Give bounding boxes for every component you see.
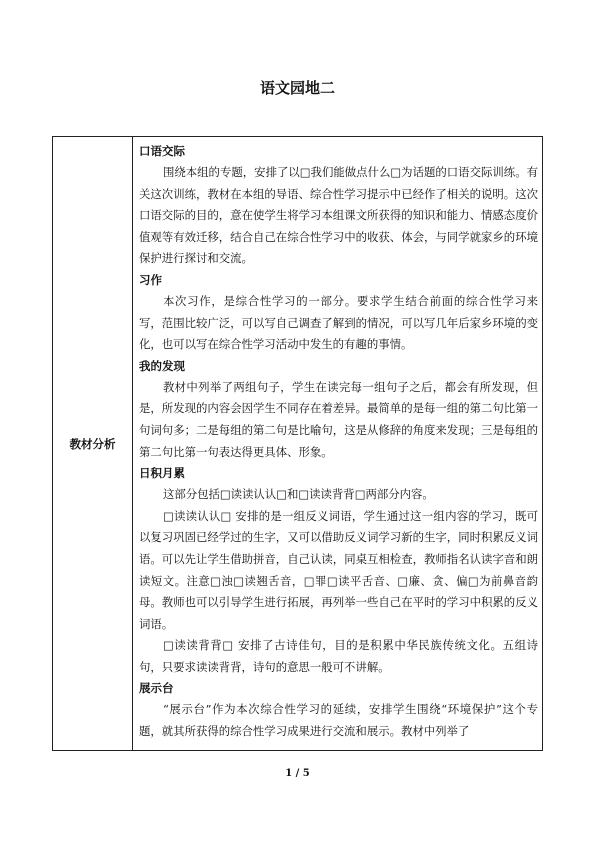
row-label-cell (53, 137, 133, 750)
section-paragraph: 这部分包括□读读认认□和□读读背背□两部分内容。 (162, 487, 434, 502)
section-my-discovery (139, 356, 538, 463)
section-paragraph: “展示台”作为本次综合性学习的延续，安排学生围绕“环境保护”这个专题，就其所获得的综合性学习成果进行交流和展示。教材中列举了 (139, 702, 538, 739)
section-writing (139, 270, 538, 356)
section-paragraph: 本次习作，是综合性学习的一部分。要求学生结合前面的综合性学习来写，范围比较广泛，可以写自己调查了解到的情况，可以写几年后家乡环境的变化，也可以写在综合性学习活动中发生的有趣的事情。 (139, 293, 538, 352)
document-title: 语文园地二 (259, 79, 335, 97)
content-cell (133, 137, 542, 750)
section-showcase (139, 678, 538, 742)
section-paragraph: □读读认认□ 安排的是一组反义词语，学生通过这一组内容的学习，既可以复习巩固已经学过的生字，又可以借助反义词学习新的生字，同时积累反义词语。可以先让学生借助拼音，自己认读，同桌互相检查，教师指名认读字音和朗读短文。注意□浊□读翘舌音，□罪□读平舌音、□廉、贪、偏□为前鼻音韵母。教师也可以引导学生进行拓展，再列举一些自己在平时的学习中积累的反义词语。 (139, 508, 538, 631)
section-heading: 展示台 (139, 681, 174, 696)
section-heading: 习作 (139, 272, 162, 287)
analysis-table (52, 136, 543, 751)
page-number: 1 / 5 (285, 768, 310, 779)
section-oral-communication (139, 141, 538, 270)
section-paragraph: 围绕本组的专题，安排了以□我们能做点什么□为话题的口语交际训练。有关这次训练，教材在本组的导语、综合性学习提示中已经作了相关的说明。这次口语交际的目的，意在使学生将学习本组课文所获得的知识和能力、情感态度价值观等有效迁移，结合自己在综合性学习中的收获、体会，与同学就家乡的环境保护进行探讨和交流。 (139, 165, 538, 266)
section-heading: 日积月累 (139, 466, 185, 481)
section-heading: 我的发现 (139, 358, 185, 373)
row-label: 教材分析 (69, 436, 116, 451)
section-heading: 口语交际 (139, 144, 185, 158)
section-daily-accumulation (139, 463, 538, 678)
section-paragraph: 教材中列举了两组句子，学生在读完每一组句子之后，都会有所发现，但是，所发现的内容会因学生不同存在着差异。最简单的是每一组的第二句比第一句词句多；二是每组的第二句是比喻句，这是从修辞的角度来发现；三是每组的第二句比第一句表达得更具体、形象。 (139, 379, 538, 459)
section-paragraph: □读读背背□ 安排了古诗佳句，目的是积累中华民族传统文化。五组诗句，只要求读读背背，诗句的意思一般可不讲解。 (139, 638, 538, 674)
